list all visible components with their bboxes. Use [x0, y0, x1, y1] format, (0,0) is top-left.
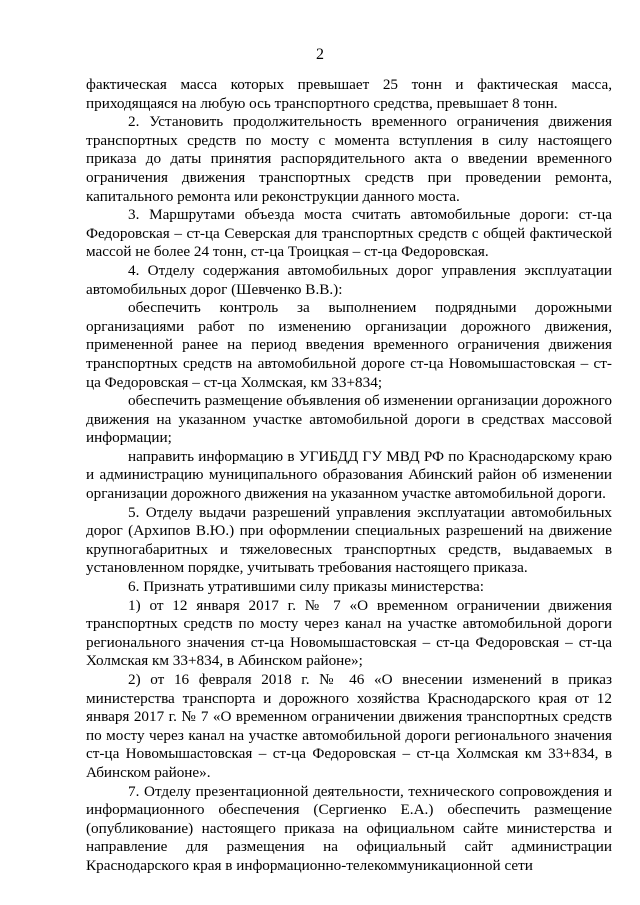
- document-body: [86, 76, 612, 876]
- page-number: 2: [316, 46, 324, 63]
- paragraph: 1) от 12 января 2017 г. № 7 «О временном ограничении движения транспортных средств по мосту через канал на участке автомобильной дороги регионального значения ст-ца Новомышастовская – ст-ца Федоровская – ст-ца Холмская км 33+834, в Абинском районе»;: [86, 596, 612, 670]
- paragraph: фактическая масса которых превышает 25 тонн и фактическая масса, приходящаяся на любую ось транспортного средства, превышает 8 тонн.: [86, 76, 612, 112]
- paragraph: 3. Маршрутами объезда моста считать автомобильные дороги: ст-ца Федоровская – ст-ца Северская для транспортных средств с общей фактической массой не более 24 тонн, ст-ца Троицкая – ст-ца Федоровская.: [86, 206, 612, 261]
- paragraph: 6. Признать утратившими силу приказы министерства:: [128, 578, 484, 596]
- paragraph: 4. Отделу содержания автомобильных дорог управления эксплуатации автомобильных дорог (Шевченко В.В.):: [86, 261, 612, 298]
- paragraph: обеспечить контроль за выполнением подрядными дорожными организациями работ по изменению организации дорожного движения, примененной ранее на период введения временного ограничения движения транспортных средств на автомобильной дороге ст-ца Новомышастовская – ст-ца Федоровская – ст-ца Холмская, км 33+834;: [86, 299, 612, 391]
- paragraph: 7. Отделу презентационной деятельности, технического сопровождения и информационного обеспечения (Сергиенко Е.А.) обеспечить размещение (опубликование) настоящего приказа на официальном сайте министерства и направление для размещения на официальный сайт администрации Краснодарского края в информационно-телекоммуникационной сети: [86, 782, 612, 874]
- paragraph: направить информацию в УГИБДД ГУ МВД РФ по Краснодарскому краю и администрацию муниципального образования Абинский район об изменении организации дорожного движения на указанном участке автомобильной дороги.: [86, 447, 612, 503]
- paragraph: обеспечить размещение объявления об изменении организации дорожного движения на указанном участке автомобильной дороги в средствах массовой информации;: [86, 392, 612, 447]
- paragraph: 2) от 16 февраля 2018 г. № 46 «О внесении изменений в приказ министерства транспорта и дорожного хозяйства Краснодарского края от 12 января 2017 г. № 7 «О временном ограничении движения транспортных средств по мосту через канал на участке автомобильной дороги регионального значения ст-ца Новомышастовская – ст-ца Федоровская – ст-ца Холмская км 33+834, в Абинском районе».: [86, 671, 612, 781]
- paragraph: 5. Отделу выдачи разрешений управления эксплуатации автомобильных дорог (Архипов В.Ю.) при оформлении специальных разрешений на движение крупногабаритных и тяжеловесных транспортных средств, выдаваемых в установленном порядке, учитывать требования настоящего приказа.: [86, 503, 612, 577]
- paragraph: 2. Установить продолжительность временного ограничения движения транспортных средств по мосту с момента вступления в силу настоящего приказа до даты принятия распорядительного акта о введении временного ограничения движения транспортных средств при проведении ремонта, капитального ремонта или реконструкции данного моста.: [86, 113, 612, 205]
